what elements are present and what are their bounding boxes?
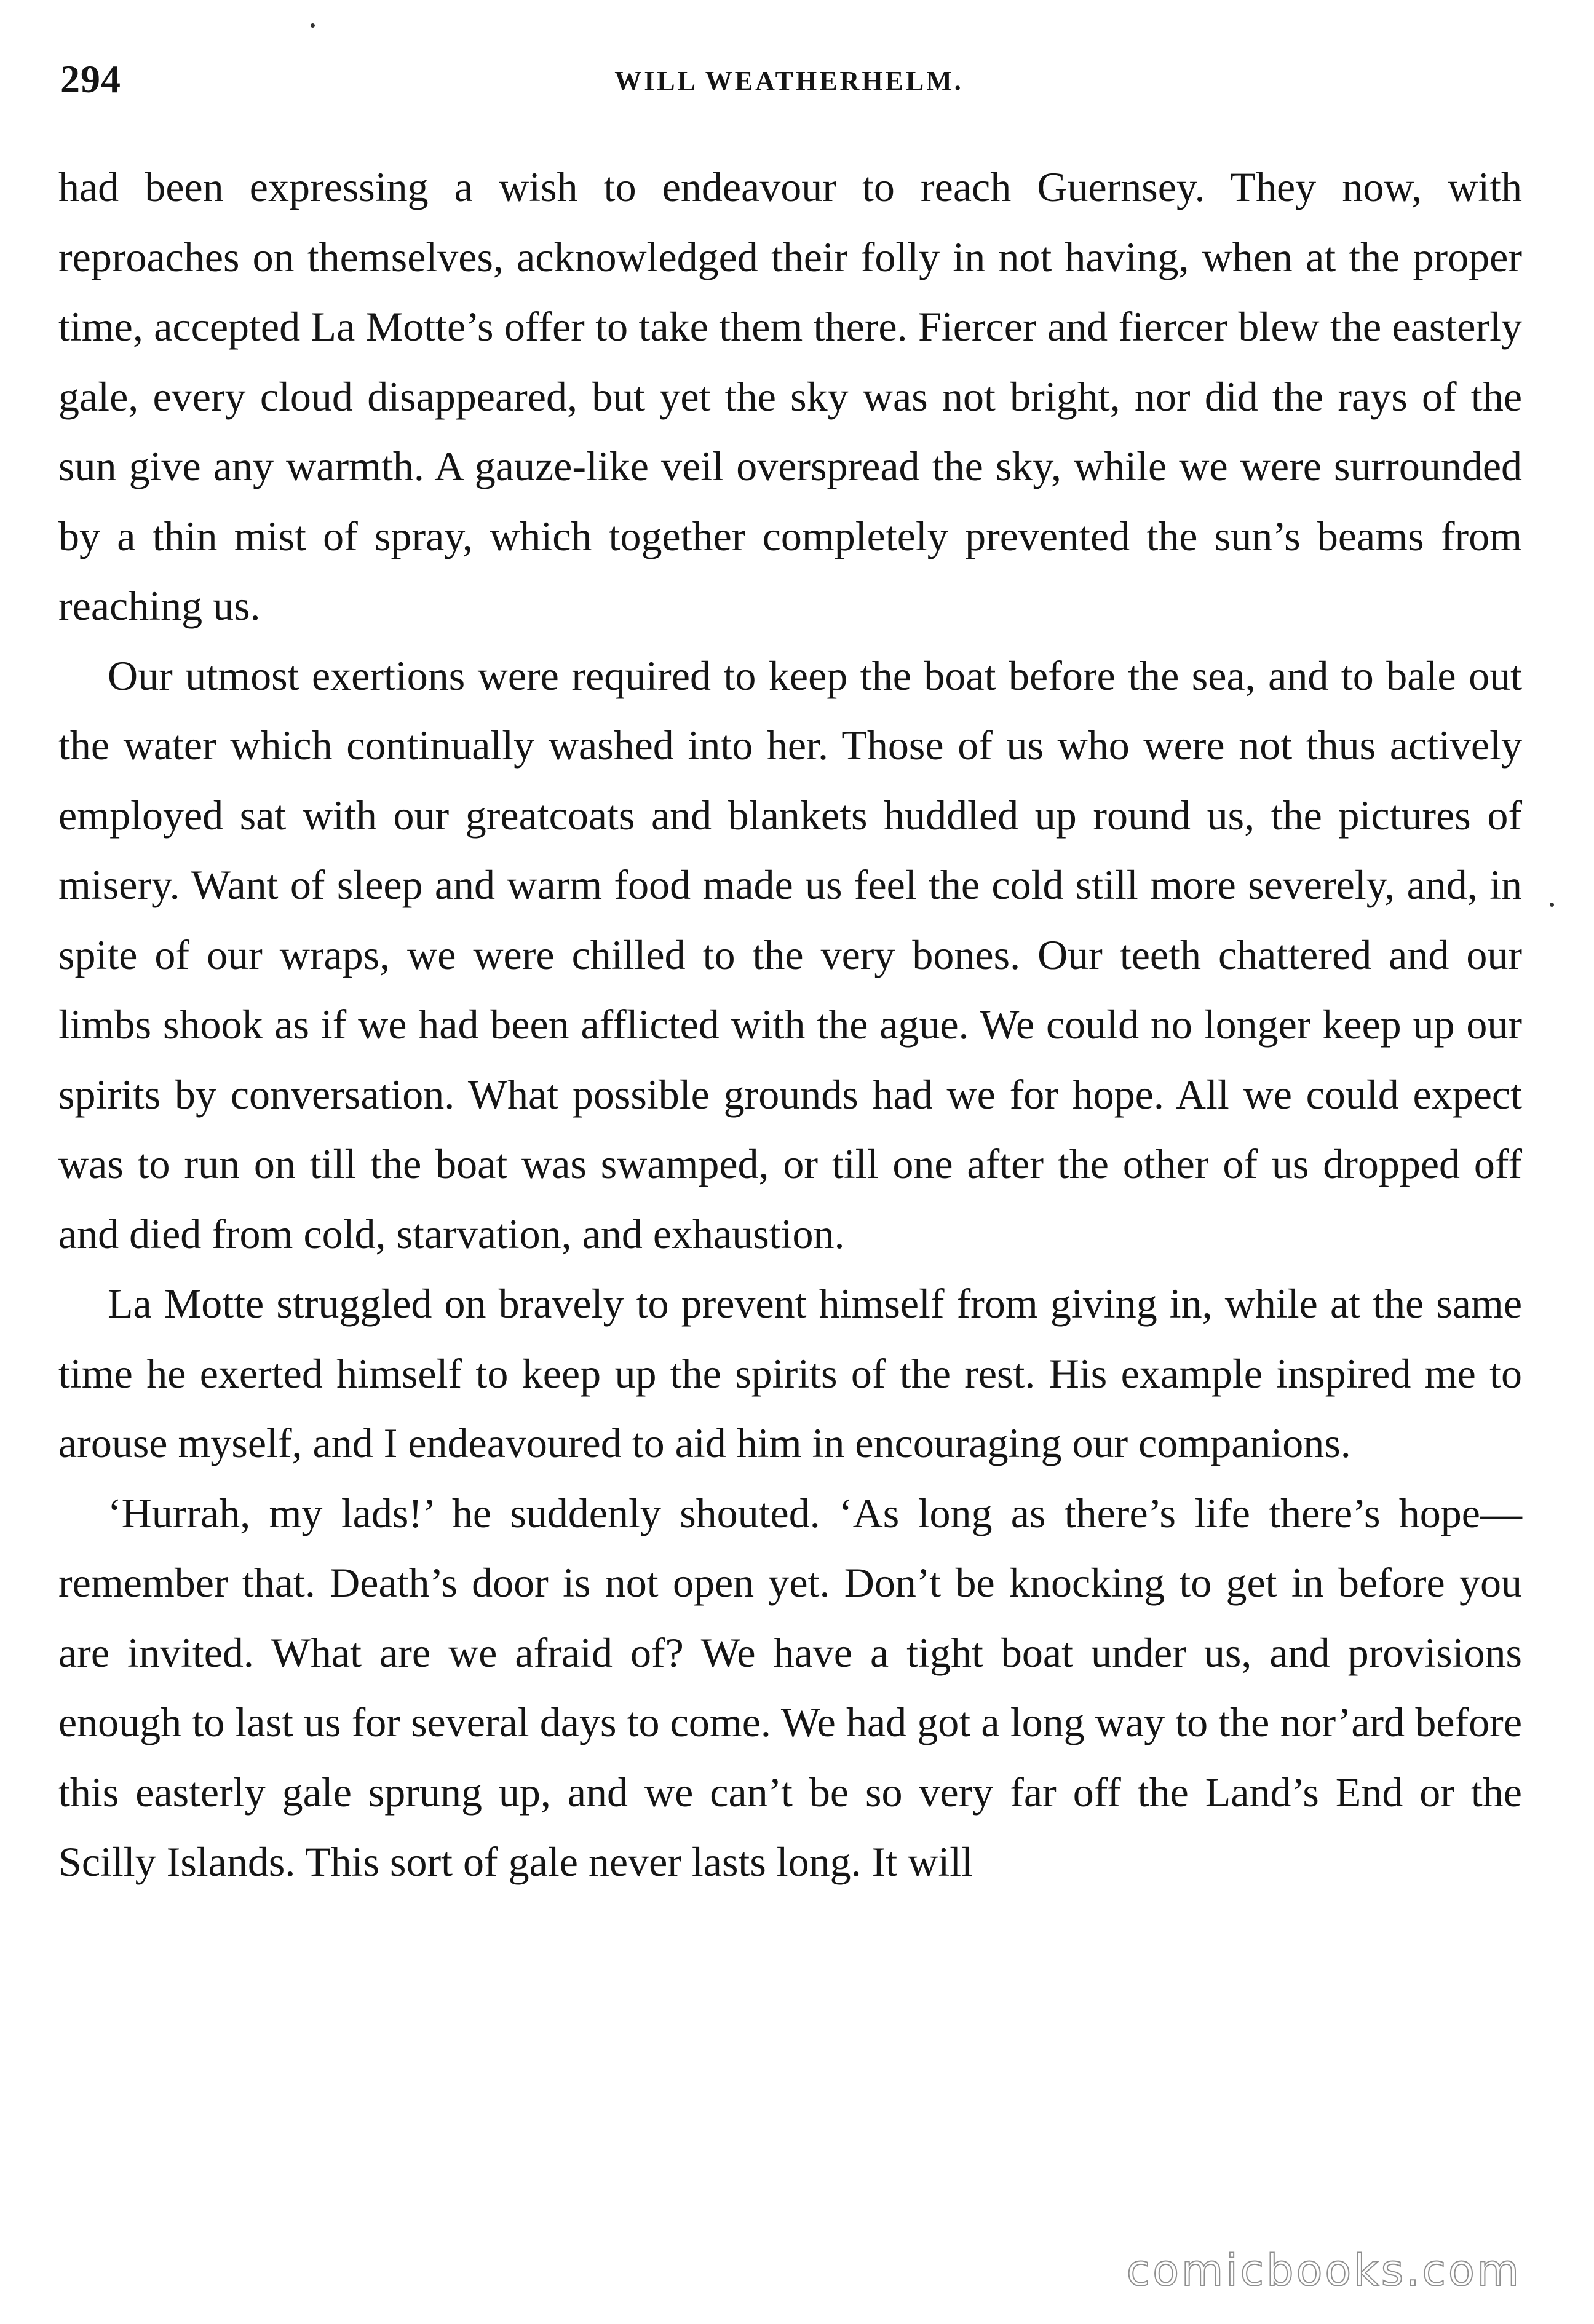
ink-speck-top bbox=[311, 23, 315, 28]
paragraph-3: La Motte struggled on bravely to prevent himself from giving in, while at the same time he exerted himself to keep up the spirits of the rest. His example inspired me to arouse myself, and I endeavoured to aid him in encouraging our companions. bbox=[58, 1280, 1522, 1466]
paragraph-2: Our utmost exertions were required to keep the boat before the sea, and to bale out the water which continually washed into her. Those of us who were not thus actively employed sat with our greatcoats and blankets huddled up round us, the pictures of misery. Want of sleep and warm food made us feel the cold still more severely, and, in spite of our wraps, we were chilled to the very bones. Our teeth chattered and our limbs shook as if we had been afflicted with the ague. We could no longer keep up our spirits by conversation. What possible grounds had we for hope. All we could expect was to run on till the boat was swamped, or till one after the other of us dropped off and died from cold, starvation, and exhaustion. bbox=[58, 652, 1522, 1257]
body-text bbox=[58, 152, 1522, 1897]
page-header bbox=[54, 57, 1524, 112]
page-number: 294 bbox=[60, 57, 121, 101]
running-title: WILL WEATHERHELM. bbox=[614, 66, 964, 96]
watermark: comicbooks.com bbox=[1126, 2245, 1521, 2296]
paragraph-1: had been expressing a wish to endeavour to reach Guernsey. They now, with reproaches on themselves, acknowledged their folly in not having, when at the proper time, accepted La Motte’s offer to take them there. Fiercer and fiercer blew the easterly gale, every cloud disappeared, but yet the sky was not bright, nor did the rays of the sun give any warmth. A gauze-like veil overspread the sky, while we were surrounded by a thin mist of spray, which together completely prevented the sun’s beams from reaching us. bbox=[58, 164, 1522, 629]
ink-speck-margin bbox=[1550, 903, 1554, 907]
paragraph-4: ‘Hurrah, my lads!’ he suddenly shouted. ‘As long as there’s life there’s hope—remember that. Death’s door is not open yet. Don’t be knocking to get in before you are invited. What are we afraid of? We have a tight boat under us, and provisions enough to last us for several days to come. We had got a long way to the nor’ard before this easterly gale sprung up, and we can’t be so very far off the Land’s End or the Scilly Islands. This sort of gale never lasts long. It will bbox=[58, 1489, 1522, 1885]
